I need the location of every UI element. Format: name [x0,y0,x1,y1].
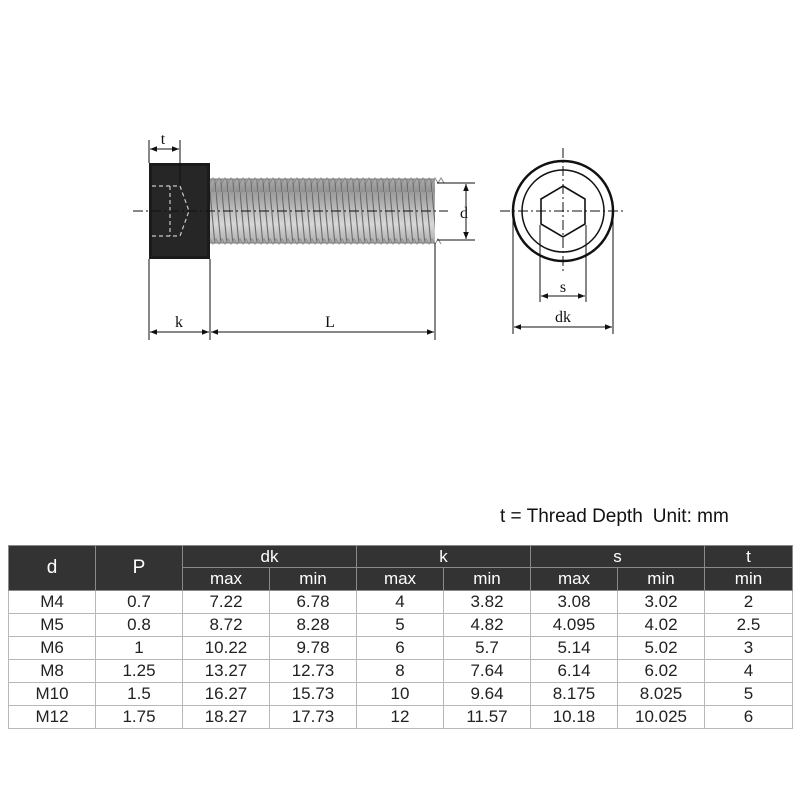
cell: 1.25 [96,660,183,683]
side-view [133,131,475,340]
cell: 4.095 [531,614,618,637]
cell: 13.27 [183,660,270,683]
end-view [500,148,626,334]
header-dk-max: max [183,568,270,591]
cell: 17.73 [270,706,357,729]
t-label: t [160,131,166,148]
cell: M6 [9,637,96,660]
cell: 1 [96,637,183,660]
header-k-min: min [444,568,531,591]
cell: 6 [357,637,444,660]
header-dk: dk [183,546,357,568]
cell: M4 [9,591,96,614]
cell: 8.72 [183,614,270,637]
cell: 9.78 [270,637,357,660]
cell: 9.64 [444,683,531,706]
thread-depth-note: t = Thread Depth [500,506,643,527]
cell: M8 [9,660,96,683]
d-label: d [460,205,468,222]
cell: 6.02 [618,660,705,683]
cell: 6 [705,706,793,729]
cell: 3.82 [444,591,531,614]
cell: 1.75 [96,706,183,729]
cell: 2.5 [705,614,793,637]
cell: 5.02 [618,637,705,660]
table-row [9,706,793,729]
cell: 6.14 [531,660,618,683]
cell: 10.18 [531,706,618,729]
cell: 7.22 [183,591,270,614]
cell: 5.14 [531,637,618,660]
header-dk-min: min [270,568,357,591]
cell: 12.73 [270,660,357,683]
table-row [9,591,793,614]
cell: 10.22 [183,637,270,660]
cell: 3.02 [618,591,705,614]
cell: 8 [357,660,444,683]
header-s-max: max [531,568,618,591]
s-label: s [559,279,567,296]
header-t-min: min [705,568,793,591]
cell: 8.28 [270,614,357,637]
cell: 4 [705,660,793,683]
cell: M12 [9,706,96,729]
cell: 0.8 [96,614,183,637]
k-label: k [175,314,183,331]
header-t: t [705,546,793,568]
cell: 5 [705,683,793,706]
cell: 4.02 [618,614,705,637]
cell: 8.025 [618,683,705,706]
cell: 11.57 [444,706,531,729]
cell: 7.64 [444,660,531,683]
cell: 5.7 [444,637,531,660]
cell: 2 [705,591,793,614]
cell: 5 [357,614,444,637]
table-row [9,614,793,637]
cell: 15.73 [270,683,357,706]
header-s: s [531,546,705,568]
cell: 8.175 [531,683,618,706]
cell: 10.025 [618,706,705,729]
cell: 12 [357,706,444,729]
L-label: L [325,314,335,331]
cell: 10 [357,683,444,706]
cell: 3 [705,637,793,660]
table-row [9,683,793,706]
cell: M5 [9,614,96,637]
cell: 16.27 [183,683,270,706]
spec-table [8,545,793,729]
header-k: k [357,546,531,568]
cell: 1.5 [96,683,183,706]
cell: 4.82 [444,614,531,637]
cell: 6.78 [270,591,357,614]
cell: 3.08 [531,591,618,614]
cell: 4 [357,591,444,614]
dk-label: dk [555,309,571,326]
header-s-min: min [618,568,705,591]
cell: 0.7 [96,591,183,614]
header-d: d [9,546,96,591]
table-row [9,660,793,683]
cell: 18.27 [183,706,270,729]
header-k-max: max [357,568,444,591]
cell: M10 [9,683,96,706]
unit-label: Unit: mm [652,506,729,527]
table-row [9,637,793,660]
unit-note [500,506,790,528]
header-P: P [96,546,183,591]
